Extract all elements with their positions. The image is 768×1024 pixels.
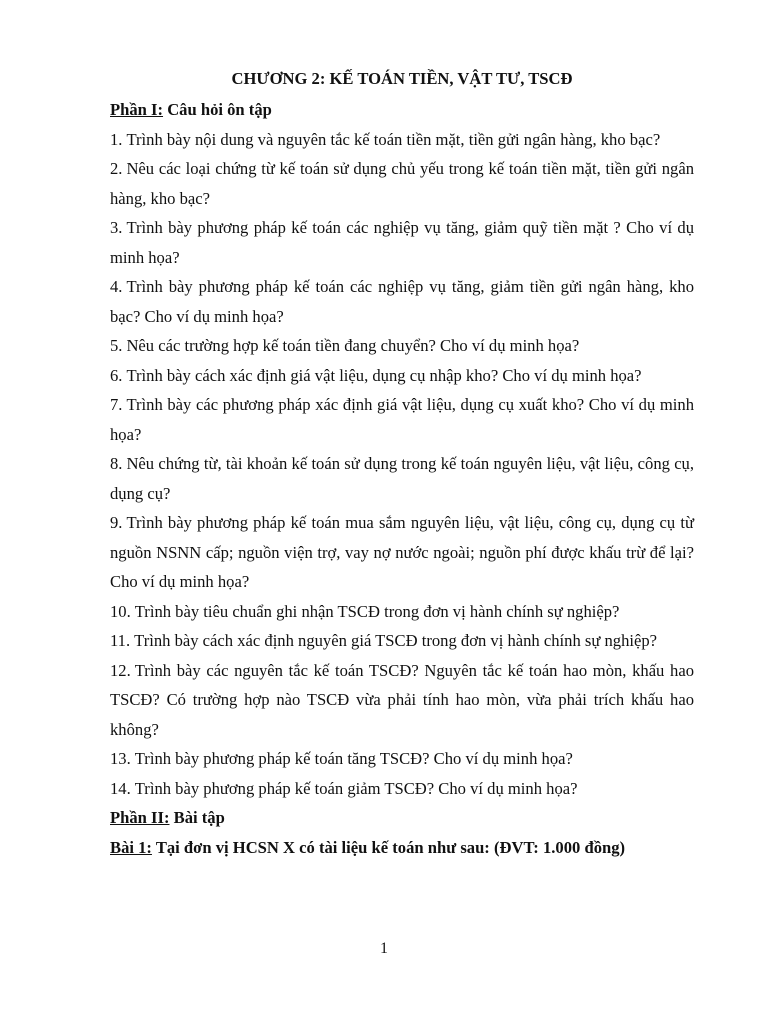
question-number: 13. [110, 749, 131, 768]
question-number: 5. [110, 336, 123, 355]
question-item [110, 656, 694, 745]
question-text: Trình bày các nguyên tắc kế toán TSCĐ? Nguyên tắc kế toán hao mòn, khấu hao TSCĐ? Có trường hợp nào TSCĐ vừa phải tính hao mòn, vừa phải trích khấu hao không? [110, 660, 694, 739]
question-text: Trình bày phương pháp kế toán giảm TSCĐ? Cho ví dụ minh họa? [134, 778, 578, 798]
part-1-heading [110, 95, 694, 125]
question-number: 1. [110, 129, 123, 149]
question-item [110, 125, 694, 155]
question-number: 7. [110, 395, 123, 414]
question-text: Trình bày phương pháp kế toán các nghiệp vụ tăng, giảm quỹ tiền mặt ? Cho ví dụ minh họa? [110, 218, 694, 267]
question-list [110, 125, 694, 804]
part-2-heading [110, 803, 694, 833]
question-item [110, 390, 694, 449]
question-number: 10. [110, 601, 131, 621]
question-number: 11. [110, 631, 131, 650]
question-number: 4. [110, 277, 123, 296]
page-number: 1 [380, 940, 388, 957]
question-number: 2. [110, 159, 123, 178]
exercise-1-text: Tại đơn vị HCSN X có tài liệu kế toán như sau: (ĐVT: 1.000 đồng) [155, 837, 626, 857]
chapter-title: CHƯƠNG 2: KẾ TOÁN TIỀN, VẬT TƯ, TSCĐ [231, 69, 573, 88]
question-text: Trình bày cách xác định giá vật liệu, dụng cụ nhập kho? Cho ví dụ minh họa? [126, 365, 642, 385]
question-number: 3. [110, 218, 123, 237]
question-item [110, 154, 694, 213]
part-2-label: Phần II: [110, 808, 170, 827]
question-text: Trình bày các phương pháp xác định giá vật liệu, dụng cụ xuất kho? Cho ví dụ minh họa? [110, 395, 694, 444]
question-item [110, 774, 694, 804]
question-text: Nêu các trường hợp kế toán tiền đang chuyển? Cho ví dụ minh họa? [126, 336, 580, 355]
exercise-1 [110, 833, 694, 863]
question-text: Trình bày phương pháp kế toán các nghiệp vụ tăng, giảm tiền gửi ngân hàng, kho bạc? Cho ví dụ minh họa? [110, 277, 694, 326]
part-2-text: Bài tập [173, 808, 225, 827]
question-item [110, 361, 694, 391]
question-item [110, 449, 694, 508]
question-text: Trình bày nội dung và nguyên tắc kế toán tiền mặt, tiền gửi ngân hàng, kho bạc? [126, 129, 661, 149]
part-1-text: Câu hỏi ôn tập [167, 100, 272, 119]
question-item [110, 272, 694, 331]
question-text: Trình bày cách xác định nguyên giá TSCĐ trong đơn vị hành chính sự nghiệp? [134, 631, 658, 650]
question-text: Trình bày phương pháp kế toán mua sắm nguyên liệu, vật liệu, công cụ, dụng cụ từ nguồn NSNN cấp; nguồn viện trợ, vay nợ nước ngoài; nguồn phí được khấu trừ để lại? Cho ví dụ minh họa? [110, 513, 694, 591]
question-item [110, 508, 694, 597]
question-number: 12. [110, 660, 131, 680]
question-text: Nêu các loại chứng từ kế toán sử dụng chủ yếu trong kế toán tiền mặt, tiền gửi ngân hàng, kho bạc? [110, 159, 694, 208]
document-body [110, 64, 694, 862]
part-1-label: Phần I: [110, 100, 164, 119]
question-item [110, 744, 694, 774]
question-item [110, 597, 694, 627]
exercise-1-label: Bài 1: [110, 837, 152, 857]
question-item [110, 331, 694, 361]
question-item [110, 213, 694, 272]
question-text: Trình bày tiêu chuẩn ghi nhận TSCĐ trong đơn vị hành chính sự nghiệp? [134, 601, 620, 621]
question-text: Nêu chứng từ, tài khoản kế toán sử dụng trong kế toán nguyên liệu, vật liệu, công cụ, dụng cụ? [110, 454, 694, 503]
question-number: 14. [110, 778, 131, 798]
question-item [110, 626, 694, 656]
question-number: 6. [110, 365, 123, 385]
question-number: 8. [110, 454, 123, 473]
question-number: 9. [110, 513, 123, 532]
question-text: Trình bày phương pháp kế toán tăng TSCĐ? Cho ví dụ minh họa? [134, 749, 573, 768]
